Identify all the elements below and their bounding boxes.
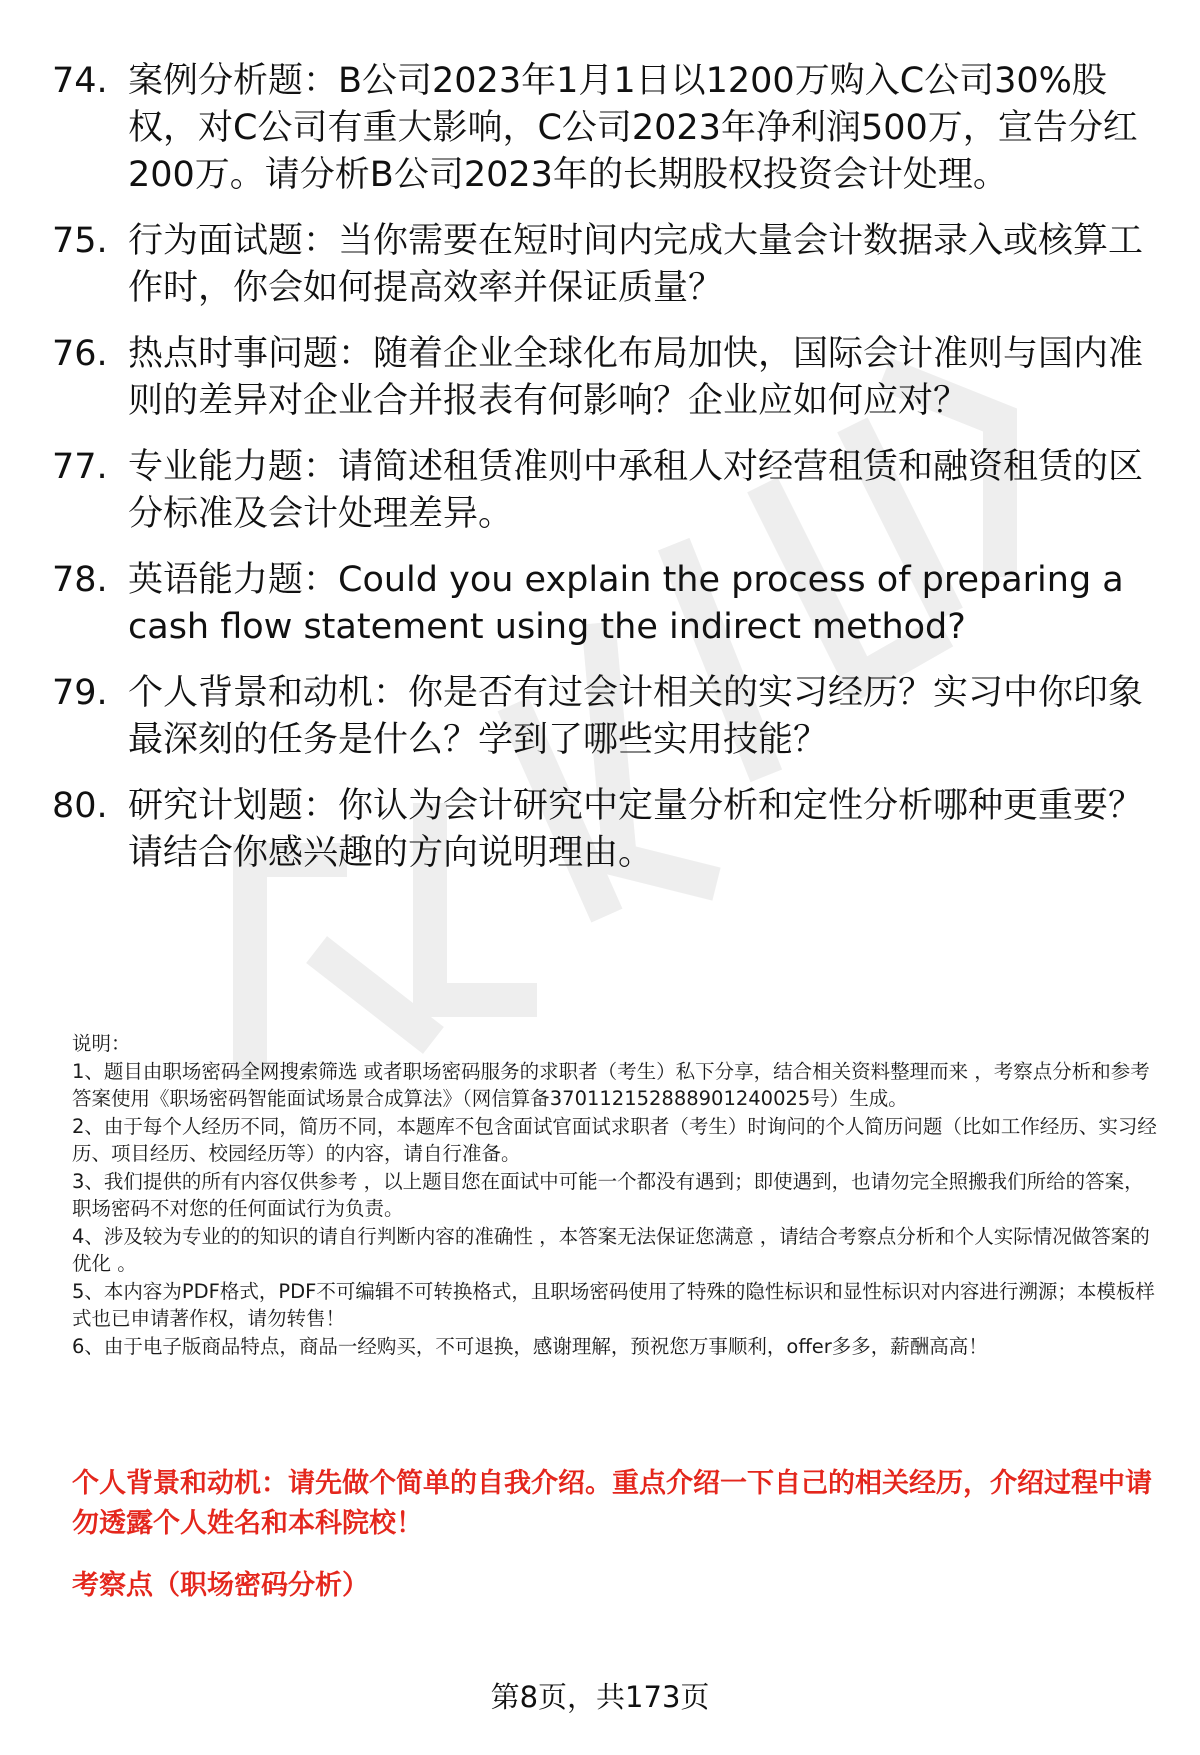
question-number: 76. <box>52 334 108 374</box>
note-item: 5、本内容为PDF格式，PDF不可编辑不可转换格式，且职场密码使用了特殊的隐性标识和显性标识对内容进行溯源；本模板样式也已申请著作权，请勿转售！ <box>72 1279 1155 1330</box>
question-number: 74. <box>52 61 108 101</box>
question-text: 研究计划题：你认为会计研究中定量分析和定性分析哪种更重要？请结合你感兴趣的方向说明理由。 <box>128 786 1144 873</box>
note-item: 2、由于每个人经历不同，简历不同，本题库不包含面试官面试求职者（考生）时询问的个人简历问题（比如工作经历、实习经历、项目经历、校园经历等）的内容，请自行准备。 <box>72 1114 1157 1165</box>
question-item <box>52 670 1152 764</box>
question-item <box>52 557 1152 651</box>
note-item: 4、涉及较为专业的的知识的请自行判断内容的准确性 ，本答案无法保证您满意 ，请结合考察点分析和个人实际情况做答案的优化 。 <box>72 1224 1150 1275</box>
note-item: 1、题目由职场密码全网搜索筛选 或者职场密码服务的求职者（考生）私下分享，结合相关资料整理而来 ，考察点分析和参考答案使用《职场密码智能面试场景合成算法》（网信算备370112152888901240025号）生成。 <box>72 1059 1150 1110</box>
question-item <box>52 783 1152 877</box>
page-footer: 第8页，共173页 <box>490 1680 710 1714</box>
question-number: 79. <box>52 673 108 713</box>
note-item: 6、由于电子版商品特点，商品一经购买，不可退换，感谢理解，预祝您万事顺利，offer多多，薪酬高高！ <box>72 1334 988 1358</box>
highlight-question: 个人背景和动机：请先做个简单的自我介绍。重点介绍一下自己的相关经历，介绍过程中请勿透露个人姓名和本科院校！ <box>72 1468 1152 1539</box>
question-text: 案例分析题：B公司2023年1月1日以1200万购入C公司30%股权，对C公司有重大影响，C公司2023年净利润500万，宣告分红200万。请分析B公司2023年的长期股权投资会计处理。 <box>128 61 1138 195</box>
notes-heading: 说明： <box>72 1032 131 1055</box>
question-item <box>52 218 1152 312</box>
question-text: 专业能力题：请简述租赁准则中承租人对经营租赁和融资租赁的区分标准及会计处理差异。 <box>128 447 1144 534</box>
question-number: 77. <box>52 447 108 487</box>
note-item: 3、我们提供的所有内容仅供参考 ，以上题目您在面试中可能一个都没有遇到；即使遇到，也请勿完全照搬我们所给的答案，职场密码不对您的任何面试行为负责。 <box>72 1169 1144 1220</box>
question-number: 75. <box>52 221 108 261</box>
section-label: 考察点（职场密码分析） <box>72 1570 369 1601</box>
question-text: 热点时事问题：随着企业全球化布局加快，国际会计准则与国内准则的差异对企业合并报表有何影响？企业应如何应对？ <box>128 334 1144 421</box>
question-number: 80. <box>52 786 108 826</box>
question-text: 行为面试题：当你需要在短时间内完成大量会计数据录入或核算工作时，你会如何提高效率并保证质量？ <box>128 221 1144 308</box>
question-number: 78. <box>52 560 108 600</box>
question-item <box>52 58 1152 199</box>
question-item <box>52 331 1152 425</box>
question-item <box>52 444 1152 538</box>
question-list <box>52 58 1152 877</box>
question-text: 个人背景和动机：你是否有过会计相关的实习经历？实习中你印象最深刻的任务是什么？学到了哪些实用技能？ <box>128 673 1144 760</box>
question-text: 英语能力题：Could you explain the process of preparing a cash flow statement using the indirect method? <box>128 560 1124 647</box>
notes-section <box>72 1030 1162 1360</box>
